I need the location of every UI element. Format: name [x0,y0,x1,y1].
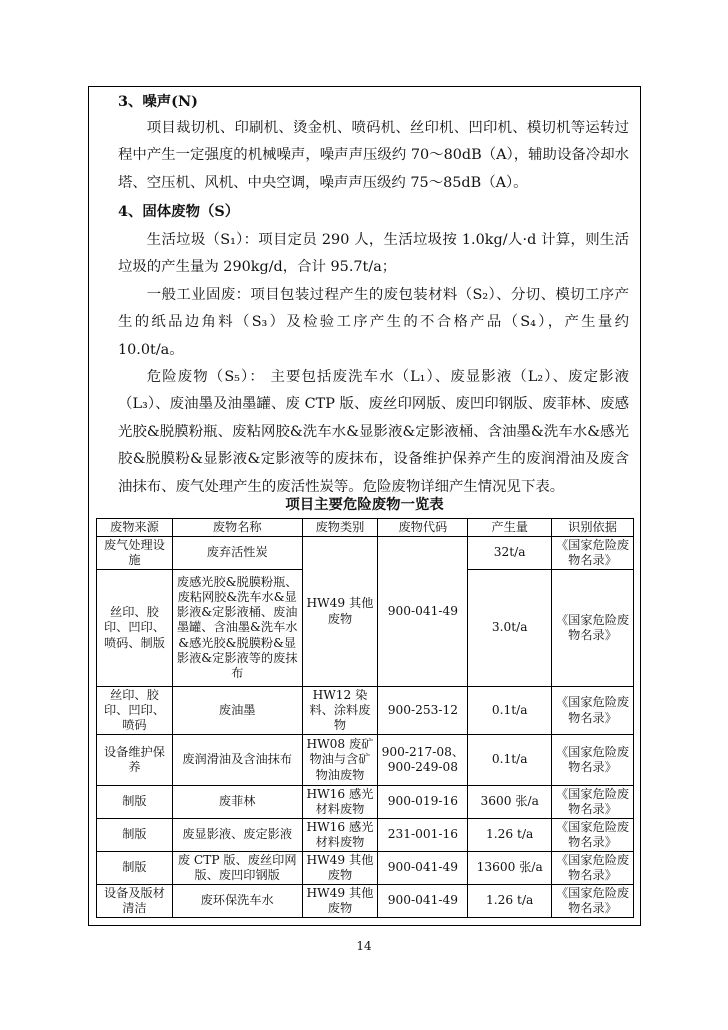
cell-category: HW16 感光材料废物 [302,819,378,852]
table-row [97,852,634,885]
domestic-waste-text: 生活垃圾（S₁）：项目定员 290 人，生活垃圾按 1.0kg/人·d 计算，则生活垃圾的产生量为 290kg/d，合计 95.7t/a； [118,232,629,276]
table-row [97,537,634,570]
cell-amount: 1.26 t/a [468,885,552,918]
cell-basis: 《国家危险废物名录》 [552,537,634,570]
header-category: 废物类别 [302,519,378,537]
cell-code: 900-019-16 [378,786,468,819]
table-row [97,786,634,819]
header-name: 废物名称 [172,519,302,537]
noise-text: 项目裁切机、印刷机、烫金机、喷码机、丝印机、凹印机、模切机等运转过程中产生一定强度的机械噪声，噪声声压级约 70～80dB（A），辅助设备冷却水塔、空压机、风机、中央空调，噪声声压级约 75～85dB（A）。 [118,120,629,191]
cell-code: 900-041-49 [378,537,468,687]
cell-basis: 《国家危险废物名录》 [552,735,634,786]
cell-code: 900-041-49 [378,885,468,918]
cell-amount: 13600 张/a [468,852,552,885]
cell-name: 废油墨 [172,687,302,735]
cell-basis: 《国家危险废物名录》 [552,852,634,885]
table-row [97,819,634,852]
cell-amount: 1.26 t/a [468,819,552,852]
cell-basis: 《国家危险废物名录》 [552,819,634,852]
header-code: 废物代码 [378,519,468,537]
cell-basis: 《国家危险废物名录》 [552,885,634,918]
table-row [97,885,634,918]
cell-name: 废 CTP 版、废丝印网版、废凹印钢版 [172,852,302,885]
cell-code: 231-001-16 [378,819,468,852]
cell-name: 废润滑油及含油抹布 [172,735,302,786]
cell-code: 900-217-08、900-249-08 [378,735,468,786]
cell-basis: 《国家危险废物名录》 [552,687,634,735]
cell-name: 废弃活性炭 [172,537,302,570]
cell-amount: 3600 张/a [468,786,552,819]
cell-source: 废气处理设施 [97,537,173,570]
solid-waste-paragraphs [88,227,641,501]
cell-name: 废环保洗车水 [172,885,302,918]
cell-basis: 《国家危险废物名录》 [552,570,634,687]
cell-source: 制版 [97,819,173,852]
cell-amount: 3.0t/a [468,570,552,687]
cell-code: 900-041-49 [378,852,468,885]
hazardous-waste-text: 危险废物（S₅）： 主要包括废洗车水（L₁）、废显影液（L₂）、废定影液（L₃）、废油墨及油墨罐、废 CTP 版、废丝印网版、废凹印钢版、废菲林、废感光胶&脱膜粉瓶、废粘网胶&洗车水&显影液&定影液桶、含油墨&洗车水&感光胶&脱膜粉&显影液&定影液等的废抹布，设备维护保养产生的废润滑油及废含油抹布、废气处理产生的废活性炭等。危险废物详细产生情况见下表。 [118,369,629,495]
cell-basis: 《国家危险废物名录》 [552,786,634,819]
noise-paragraph [88,115,641,197]
cell-category: HW16 感光材料废物 [302,786,378,819]
cell-name: 废感光胶&脱膜粉瓶、废粘网胶&洗车水&显影液&定影液桶、废油墨罐、含油墨&洗车水&感光胶&脱膜粉&显影液&定影液等的废抹布 [172,570,302,687]
cell-source: 丝印、胶印、凹印、喷码 [97,687,173,735]
cell-name: 废显影液、废定影液 [172,819,302,852]
cell-amount: 0.1t/a [468,735,552,786]
hazardous-waste-table [96,518,634,918]
solid-waste-heading: 4、固体废物（S） [118,203,240,220]
table-caption: 项目主要危险废物一览表 [285,496,444,513]
cell-category: HW08 废矿物油与含矿物油废物 [302,735,378,786]
cell-source: 设备及版材清洁 [97,885,173,918]
cell-source: 设备维护保养 [97,735,173,786]
cell-amount: 0.1t/a [468,687,552,735]
page-number: 14 [356,939,372,953]
cell-code: 900-253-12 [378,687,468,735]
cell-category: HW12 染料、涂料废物 [302,687,378,735]
table-row [97,735,634,786]
cell-name: 废菲林 [172,786,302,819]
table-header-row [97,519,634,537]
cell-source: 丝印、胶印、凹印、喷码、制版 [97,570,173,687]
noise-heading: 3、噪声(N) [118,93,198,110]
industrial-waste-text: 一般工业固废：项目包装过程产生的废包装材料（S₂）、分切、模切工序产生的纸品边角料（S₃）及检验工序产生的不合格产品（S₄），产生量约 10.0t/a。 [118,286,629,358]
header-source: 废物来源 [97,519,173,537]
header-amount: 产生量 [468,519,552,537]
cell-source: 制版 [97,786,173,819]
cell-category: HW49 其他废物 [302,852,378,885]
cell-amount: 32t/a [468,537,552,570]
header-basis: 识别依据 [552,519,634,537]
cell-category: HW49 其他废物 [302,885,378,918]
table-row [97,687,634,735]
cell-source: 制版 [97,852,173,885]
cell-category: HW49 其他废物 [302,537,378,687]
